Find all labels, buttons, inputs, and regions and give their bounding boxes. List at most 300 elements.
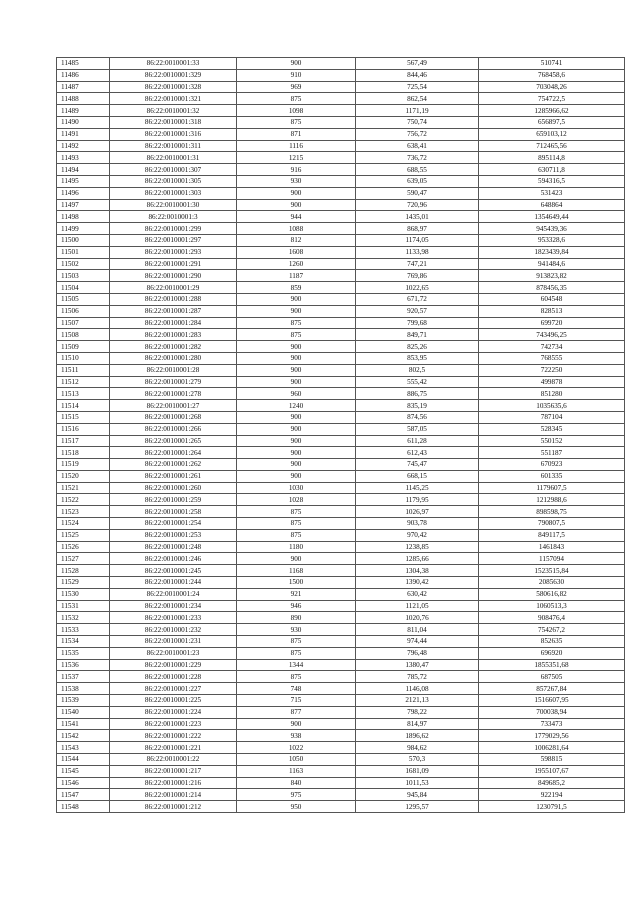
value-cell: 528345 xyxy=(479,423,625,435)
price-cell: 555,42 xyxy=(356,376,479,388)
row-number-cell: 11500 xyxy=(57,234,110,246)
table-row xyxy=(57,706,625,718)
area-cell: 930 xyxy=(237,175,356,187)
area-cell: 1022 xyxy=(237,742,356,754)
value-cell: 551187 xyxy=(479,447,625,459)
cadastral-number-cell: 86:22:0010001:28 xyxy=(110,364,237,376)
table-row xyxy=(57,140,625,152)
cadastral-number-cell: 86:22:0010001:266 xyxy=(110,423,237,435)
value-cell: 1285966,62 xyxy=(479,105,625,117)
price-cell: 853,95 xyxy=(356,352,479,364)
row-number-cell: 11515 xyxy=(57,411,110,423)
table-row xyxy=(57,388,625,400)
table-row xyxy=(57,435,625,447)
area-cell: 1240 xyxy=(237,400,356,412)
price-cell: 1304,38 xyxy=(356,565,479,577)
cadastral-number-cell: 86:22:0010001:321 xyxy=(110,93,237,105)
cadastral-number-cell: 86:22:0010001:305 xyxy=(110,175,237,187)
cadastral-number-cell: 86:22:0010001:214 xyxy=(110,789,237,801)
cadastral-number-cell: 86:22:0010001:227 xyxy=(110,683,237,695)
value-cell: 1354649,44 xyxy=(479,211,625,223)
table-row xyxy=(57,69,625,81)
area-cell: 900 xyxy=(237,459,356,471)
row-number-cell: 11533 xyxy=(57,624,110,636)
price-cell: 756,72 xyxy=(356,128,479,140)
area-cell: 900 xyxy=(237,470,356,482)
cadastral-number-cell: 86:22:0010001:318 xyxy=(110,116,237,128)
row-number-cell: 11544 xyxy=(57,754,110,766)
price-cell: 868,97 xyxy=(356,223,479,235)
cadastral-number-cell: 86:22:0010001:258 xyxy=(110,506,237,518)
row-number-cell: 11513 xyxy=(57,388,110,400)
price-cell: 567,49 xyxy=(356,58,479,70)
cadastral-number-cell: 86:22:0010001:31 xyxy=(110,152,237,164)
price-cell: 974,44 xyxy=(356,636,479,648)
row-number-cell: 11537 xyxy=(57,671,110,683)
table-row xyxy=(57,624,625,636)
price-cell: 798,22 xyxy=(356,706,479,718)
row-number-cell: 11530 xyxy=(57,588,110,600)
price-cell: 671,72 xyxy=(356,293,479,305)
value-cell: 1779029,56 xyxy=(479,730,625,742)
cadastral-number-cell: 86:22:0010001:268 xyxy=(110,411,237,423)
row-number-cell: 11509 xyxy=(57,341,110,353)
cadastral-number-cell: 86:22:0010001:287 xyxy=(110,305,237,317)
area-cell: 875 xyxy=(237,506,356,518)
table-row xyxy=(57,352,625,364)
table-row xyxy=(57,81,625,93)
cadastral-number-cell: 86:22:0010001:280 xyxy=(110,352,237,364)
area-cell: 1116 xyxy=(237,140,356,152)
table-row xyxy=(57,730,625,742)
area-cell: 1098 xyxy=(237,105,356,117)
row-number-cell: 11548 xyxy=(57,801,110,813)
row-number-cell: 11497 xyxy=(57,199,110,211)
value-cell: 604548 xyxy=(479,293,625,305)
value-cell: 1212988,6 xyxy=(479,494,625,506)
area-cell: 921 xyxy=(237,588,356,600)
value-cell: 768555 xyxy=(479,352,625,364)
table-row xyxy=(57,695,625,707)
cadastral-number-cell: 86:22:0010001:262 xyxy=(110,459,237,471)
area-cell: 910 xyxy=(237,69,356,81)
cadastral-number-cell: 86:22:0010001:265 xyxy=(110,435,237,447)
value-cell: 687505 xyxy=(479,671,625,683)
price-cell: 835,19 xyxy=(356,400,479,412)
cadastral-number-cell: 86:22:0010001:282 xyxy=(110,341,237,353)
row-number-cell: 11529 xyxy=(57,577,110,589)
area-cell: 1088 xyxy=(237,223,356,235)
cadastral-number-cell: 86:22:0010001:233 xyxy=(110,612,237,624)
table-row xyxy=(57,647,625,659)
price-cell: 747,21 xyxy=(356,258,479,270)
value-cell: 1157094 xyxy=(479,553,625,565)
row-number-cell: 11507 xyxy=(57,317,110,329)
row-number-cell: 11545 xyxy=(57,765,110,777)
area-cell: 1500 xyxy=(237,577,356,589)
price-cell: 785,72 xyxy=(356,671,479,683)
cadastral-number-cell: 86:22:0010001:29 xyxy=(110,282,237,294)
row-number-cell: 11535 xyxy=(57,647,110,659)
table-row xyxy=(57,789,625,801)
price-cell: 1380,47 xyxy=(356,659,479,671)
price-cell: 1285,66 xyxy=(356,553,479,565)
area-cell: 1344 xyxy=(237,659,356,671)
table-body xyxy=(57,58,625,813)
price-cell: 814,97 xyxy=(356,718,479,730)
price-cell: 769,86 xyxy=(356,270,479,282)
value-cell: 922194 xyxy=(479,789,625,801)
value-cell: 1230791,5 xyxy=(479,801,625,813)
value-cell: 499878 xyxy=(479,376,625,388)
price-cell: 1435,01 xyxy=(356,211,479,223)
cadastral-number-cell: 86:22:0010001:22 xyxy=(110,754,237,766)
cadastral-number-cell: 86:22:0010001:278 xyxy=(110,388,237,400)
area-cell: 900 xyxy=(237,364,356,376)
row-number-cell: 11486 xyxy=(57,69,110,81)
cadastral-number-cell: 86:22:0010001:303 xyxy=(110,187,237,199)
price-cell: 1146,08 xyxy=(356,683,479,695)
table-row xyxy=(57,282,625,294)
row-number-cell: 11493 xyxy=(57,152,110,164)
area-cell: 975 xyxy=(237,789,356,801)
area-cell: 871 xyxy=(237,128,356,140)
table-row xyxy=(57,341,625,353)
table-row xyxy=(57,777,625,789)
price-cell: 720,96 xyxy=(356,199,479,211)
cadastral-number-cell: 86:22:0010001:279 xyxy=(110,376,237,388)
row-number-cell: 11519 xyxy=(57,459,110,471)
table-row xyxy=(57,128,625,140)
area-cell: 875 xyxy=(237,93,356,105)
table-row xyxy=(57,329,625,341)
area-cell: 900 xyxy=(237,199,356,211)
row-number-cell: 11543 xyxy=(57,742,110,754)
cadastral-number-cell: 86:22:0010001:259 xyxy=(110,494,237,506)
value-cell: 851280 xyxy=(479,388,625,400)
price-cell: 745,47 xyxy=(356,459,479,471)
cadastral-number-cell: 86:22:0010001:248 xyxy=(110,541,237,553)
value-cell: 790807,5 xyxy=(479,518,625,530)
price-cell: 638,41 xyxy=(356,140,479,152)
cadastral-number-cell: 86:22:0010001:328 xyxy=(110,81,237,93)
area-cell: 900 xyxy=(237,553,356,565)
cadastral-number-cell: 86:22:0010001:261 xyxy=(110,470,237,482)
value-cell: 1006281,64 xyxy=(479,742,625,754)
area-cell: 900 xyxy=(237,187,356,199)
row-number-cell: 11490 xyxy=(57,116,110,128)
table-row xyxy=(57,175,625,187)
row-number-cell: 11517 xyxy=(57,435,110,447)
value-cell: 1035635,6 xyxy=(479,400,625,412)
area-cell: 715 xyxy=(237,695,356,707)
area-cell: 946 xyxy=(237,600,356,612)
row-number-cell: 11525 xyxy=(57,529,110,541)
value-cell: 733473 xyxy=(479,718,625,730)
row-number-cell: 11498 xyxy=(57,211,110,223)
area-cell: 875 xyxy=(237,529,356,541)
document-page xyxy=(56,57,597,813)
price-cell: 849,71 xyxy=(356,329,479,341)
price-cell: 668,15 xyxy=(356,470,479,482)
price-cell: 1390,42 xyxy=(356,577,479,589)
cadastral-number-cell: 86:22:0010001:24 xyxy=(110,588,237,600)
value-cell: 857267,84 xyxy=(479,683,625,695)
cadastral-number-cell: 86:22:0010001:221 xyxy=(110,742,237,754)
row-number-cell: 11528 xyxy=(57,565,110,577)
area-cell: 875 xyxy=(237,116,356,128)
price-cell: 874,56 xyxy=(356,411,479,423)
table-row xyxy=(57,58,625,70)
table-row xyxy=(57,588,625,600)
value-cell: 1461843 xyxy=(479,541,625,553)
table-row xyxy=(57,718,625,730)
table-row xyxy=(57,411,625,423)
table-row xyxy=(57,636,625,648)
cadastral-number-cell: 86:22:0010001:32 xyxy=(110,105,237,117)
cadastral-number-cell: 86:22:0010001:290 xyxy=(110,270,237,282)
price-cell: 811,04 xyxy=(356,624,479,636)
row-number-cell: 11523 xyxy=(57,506,110,518)
table-row xyxy=(57,116,625,128)
area-cell: 1608 xyxy=(237,246,356,258)
cadastral-number-cell: 86:22:0010001:212 xyxy=(110,801,237,813)
row-number-cell: 11527 xyxy=(57,553,110,565)
table-row xyxy=(57,152,625,164)
value-cell: 953328,6 xyxy=(479,234,625,246)
table-row xyxy=(57,305,625,317)
price-cell: 725,54 xyxy=(356,81,479,93)
row-number-cell: 11534 xyxy=(57,636,110,648)
cadastral-number-cell: 86:22:0010001:223 xyxy=(110,718,237,730)
value-cell: 742734 xyxy=(479,341,625,353)
price-cell: 862,54 xyxy=(356,93,479,105)
table-row xyxy=(57,659,625,671)
row-number-cell: 11492 xyxy=(57,140,110,152)
table-row xyxy=(57,423,625,435)
price-cell: 639,05 xyxy=(356,175,479,187)
price-cell: 825,26 xyxy=(356,341,479,353)
cadastral-number-cell: 86:22:0010001:297 xyxy=(110,234,237,246)
row-number-cell: 11499 xyxy=(57,223,110,235)
table-row xyxy=(57,364,625,376)
row-number-cell: 11495 xyxy=(57,175,110,187)
cadastral-number-cell: 86:22:0010001:299 xyxy=(110,223,237,235)
price-cell: 970,42 xyxy=(356,529,479,541)
value-cell: 699720 xyxy=(479,317,625,329)
area-cell: 875 xyxy=(237,671,356,683)
value-cell: 1855351,68 xyxy=(479,659,625,671)
row-number-cell: 11514 xyxy=(57,400,110,412)
value-cell: 1523515,84 xyxy=(479,565,625,577)
table-row xyxy=(57,187,625,199)
value-cell: 550152 xyxy=(479,435,625,447)
price-cell: 688,55 xyxy=(356,164,479,176)
price-cell: 1295,57 xyxy=(356,801,479,813)
table-row xyxy=(57,482,625,494)
table-row xyxy=(57,765,625,777)
table-row xyxy=(57,529,625,541)
table-row xyxy=(57,293,625,305)
row-number-cell: 11491 xyxy=(57,128,110,140)
table-row xyxy=(57,376,625,388)
table-row xyxy=(57,105,625,117)
value-cell: 1060513,3 xyxy=(479,600,625,612)
value-cell: 2085630 xyxy=(479,577,625,589)
price-cell: 945,84 xyxy=(356,789,479,801)
value-cell: 852635 xyxy=(479,636,625,648)
value-cell: 510741 xyxy=(479,58,625,70)
cadastral-number-cell: 86:22:0010001:229 xyxy=(110,659,237,671)
cadastral-number-cell: 86:22:0010001:23 xyxy=(110,647,237,659)
price-cell: 1121,05 xyxy=(356,600,479,612)
price-cell: 844,46 xyxy=(356,69,479,81)
area-cell: 900 xyxy=(237,293,356,305)
area-cell: 900 xyxy=(237,376,356,388)
table-row xyxy=(57,683,625,695)
table-row xyxy=(57,553,625,565)
row-number-cell: 11503 xyxy=(57,270,110,282)
area-cell: 969 xyxy=(237,81,356,93)
price-cell: 1022,65 xyxy=(356,282,479,294)
row-number-cell: 11511 xyxy=(57,364,110,376)
table-row xyxy=(57,317,625,329)
table-row xyxy=(57,541,625,553)
cadastral-number-cell: 86:22:0010001:231 xyxy=(110,636,237,648)
cadastral-number-cell: 86:22:0010001:27 xyxy=(110,400,237,412)
cadastral-number-cell: 86:22:0010001:311 xyxy=(110,140,237,152)
value-cell: 712465,56 xyxy=(479,140,625,152)
cadastral-number-cell: 86:22:0010001:264 xyxy=(110,447,237,459)
table-row xyxy=(57,164,625,176)
value-cell: 787104 xyxy=(479,411,625,423)
table-row xyxy=(57,671,625,683)
price-cell: 1133,98 xyxy=(356,246,479,258)
table-row xyxy=(57,600,625,612)
cadastral-number-cell: 86:22:0010001:288 xyxy=(110,293,237,305)
value-cell: 630711,8 xyxy=(479,164,625,176)
row-number-cell: 11501 xyxy=(57,246,110,258)
price-cell: 587,05 xyxy=(356,423,479,435)
value-cell: 670923 xyxy=(479,459,625,471)
table-row xyxy=(57,93,625,105)
price-cell: 612,43 xyxy=(356,447,479,459)
row-number-cell: 11506 xyxy=(57,305,110,317)
row-number-cell: 11505 xyxy=(57,293,110,305)
cadastral-number-cell: 86:22:0010001:232 xyxy=(110,624,237,636)
value-cell: 754267,2 xyxy=(479,624,625,636)
row-number-cell: 11542 xyxy=(57,730,110,742)
area-cell: 1030 xyxy=(237,482,356,494)
cadastral-number-cell: 86:22:0010001:222 xyxy=(110,730,237,742)
price-cell: 1174,05 xyxy=(356,234,479,246)
row-number-cell: 11540 xyxy=(57,706,110,718)
area-cell: 1028 xyxy=(237,494,356,506)
table-row xyxy=(57,246,625,258)
table-row xyxy=(57,258,625,270)
value-cell: 849685,2 xyxy=(479,777,625,789)
cadastral-number-cell: 86:22:0010001:33 xyxy=(110,58,237,70)
value-cell: 1179607,5 xyxy=(479,482,625,494)
price-cell: 1896,62 xyxy=(356,730,479,742)
cadastral-number-cell: 86:22:0010001:244 xyxy=(110,577,237,589)
value-cell: 1516607,95 xyxy=(479,695,625,707)
row-number-cell: 11518 xyxy=(57,447,110,459)
row-number-cell: 11541 xyxy=(57,718,110,730)
row-number-cell: 11488 xyxy=(57,93,110,105)
cadastral-number-cell: 86:22:0010001:253 xyxy=(110,529,237,541)
area-cell: 1215 xyxy=(237,152,356,164)
area-cell: 877 xyxy=(237,706,356,718)
price-cell: 1238,85 xyxy=(356,541,479,553)
cadastral-number-cell: 86:22:0010001:316 xyxy=(110,128,237,140)
price-cell: 611,28 xyxy=(356,435,479,447)
area-cell: 840 xyxy=(237,777,356,789)
value-cell: 898598,75 xyxy=(479,506,625,518)
cadastral-number-cell: 86:22:0010001:30 xyxy=(110,199,237,211)
value-cell: 945439,36 xyxy=(479,223,625,235)
value-cell: 580616,82 xyxy=(479,588,625,600)
value-cell: 743496,25 xyxy=(479,329,625,341)
price-cell: 1171,19 xyxy=(356,105,479,117)
cadastral-number-cell: 86:22:0010001:284 xyxy=(110,317,237,329)
value-cell: 878456,35 xyxy=(479,282,625,294)
value-cell: 598815 xyxy=(479,754,625,766)
row-number-cell: 11489 xyxy=(57,105,110,117)
area-cell: 1168 xyxy=(237,565,356,577)
cadastral-number-cell: 86:22:0010001:217 xyxy=(110,765,237,777)
cadastral-table xyxy=(56,57,625,813)
area-cell: 748 xyxy=(237,683,356,695)
row-number-cell: 11531 xyxy=(57,600,110,612)
price-cell: 886,75 xyxy=(356,388,479,400)
row-number-cell: 11547 xyxy=(57,789,110,801)
row-number-cell: 11539 xyxy=(57,695,110,707)
cadastral-number-cell: 86:22:0010001:228 xyxy=(110,671,237,683)
table-row xyxy=(57,742,625,754)
table-row xyxy=(57,801,625,813)
area-cell: 859 xyxy=(237,282,356,294)
area-cell: 900 xyxy=(237,341,356,353)
price-cell: 1681,09 xyxy=(356,765,479,777)
area-cell: 890 xyxy=(237,612,356,624)
area-cell: 900 xyxy=(237,352,356,364)
cadastral-number-cell: 86:22:0010001:260 xyxy=(110,482,237,494)
cadastral-number-cell: 86:22:0010001:293 xyxy=(110,246,237,258)
table-row xyxy=(57,211,625,223)
area-cell: 1180 xyxy=(237,541,356,553)
area-cell: 900 xyxy=(237,718,356,730)
table-row xyxy=(57,447,625,459)
area-cell: 1260 xyxy=(237,258,356,270)
row-number-cell: 11485 xyxy=(57,58,110,70)
value-cell: 659103,12 xyxy=(479,128,625,140)
table-row xyxy=(57,234,625,246)
table-row xyxy=(57,506,625,518)
row-number-cell: 11520 xyxy=(57,470,110,482)
price-cell: 799,68 xyxy=(356,317,479,329)
cadastral-number-cell: 86:22:0010001:225 xyxy=(110,695,237,707)
price-cell: 796,48 xyxy=(356,647,479,659)
value-cell: 1823439,84 xyxy=(479,246,625,258)
area-cell: 900 xyxy=(237,423,356,435)
value-cell: 1955107,67 xyxy=(479,765,625,777)
area-cell: 938 xyxy=(237,730,356,742)
row-number-cell: 11524 xyxy=(57,518,110,530)
area-cell: 875 xyxy=(237,518,356,530)
value-cell: 768458,6 xyxy=(479,69,625,81)
area-cell: 875 xyxy=(237,329,356,341)
